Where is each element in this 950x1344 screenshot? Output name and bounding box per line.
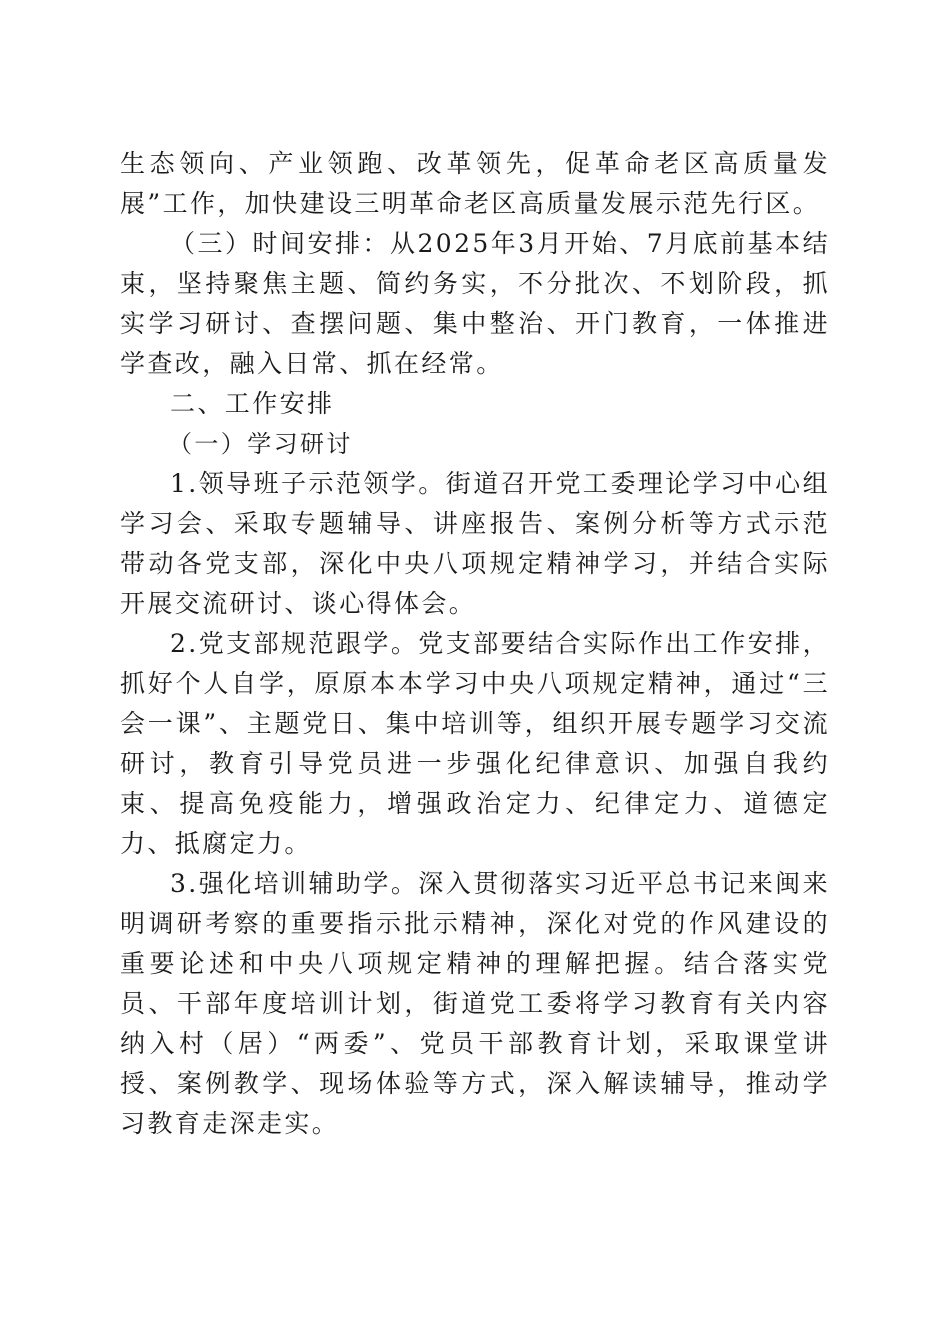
paragraph-continuation: 生态领向、产业领跑、改革领先，促革命老区高质量发展”工作，加快建设三明革命老区高质量发展示范先行区。	[120, 149, 830, 218]
paragraph-item-2: 2.党支部规范跟学。党支部要结合实际作出工作安排，抓好个人自学，原原本本学习中央八项规定精神，通过“三会一课”、主题党日、集中培训等，组织开展专题学习交流研讨，教育引导党员进一步强化纪律意识、加强自我约束、提高免疫能力，增强政治定力、纪律定力、道德定力、抵腐定力。	[120, 629, 830, 858]
document-body	[120, 144, 830, 1144]
section-heading-work-arrangement: 二、工作安排	[170, 389, 335, 418]
paragraph-item-1: 1.领导班子示范领学。街道召开党工委理论学习中心组学习会、采取专题辅导、讲座报告、案例分析等方式示范带动各党支部，深化中央八项规定精神学习，并结合实际开展交流研讨、谈心得体会。	[120, 469, 830, 618]
paragraph-item-3: 3.强化培训辅助学。深入贯彻落实习近平总书记来闽来明调研考察的重要指示批示精神，深化对党的作风建设的重要论述和中央八项规定精神的理解把握。结合落实党员、干部年度培训计划，街道党工委将学习教育有关内容纳入村（居）“两委”、党员干部教育计划，采取课堂讲授、案例教学、现场体验等方式，深入解读辅导，推动学习教育走深走实。	[120, 869, 830, 1138]
paragraph-time-schedule: （三）时间安排：从2025年3月开始、7月底前基本结束，坚持聚焦主题、简约务实，不分批次、不划阶段，抓实学习研讨、查摆问题、集中整治、开门教育，一体推进学查改，融入日常、抓在经常。	[120, 229, 830, 378]
subsection-heading-study: （一）学习研讨	[168, 430, 353, 458]
